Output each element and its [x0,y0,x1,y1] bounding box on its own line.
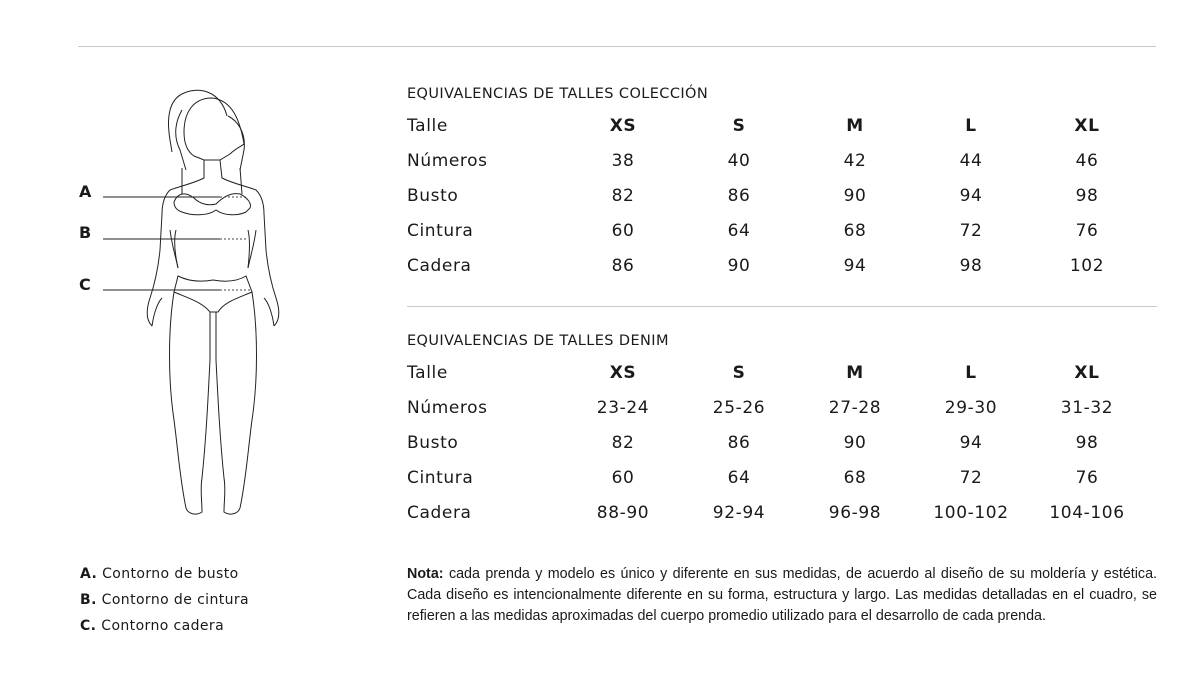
header-cell: S [732,115,746,136]
table-cell: 72 [959,220,983,241]
table-row [407,390,1145,425]
row-label: Busto [407,185,459,206]
marker-c-label: C [79,275,91,294]
table-cell: 46 [1075,150,1099,171]
top-divider [78,46,1156,47]
legend-key: A. [80,566,98,582]
table-cell: 98 [1075,432,1099,453]
legend-key: B. [80,592,97,608]
legend-key: C. [80,618,97,634]
header-cell: S [732,362,746,383]
header-cell: M [846,115,864,136]
table-cell: 68 [843,467,867,488]
header-cell: XS [609,362,637,383]
table-divider [407,306,1157,307]
table-cell: 23-24 [596,397,650,418]
table-cell: 82 [611,185,635,206]
table-row [407,213,1145,248]
header-cell: XS [609,115,637,136]
table-cell: 86 [727,185,751,206]
table-header-row [407,355,1145,390]
legend-text: Contorno de busto [102,566,239,582]
marker-b-label: B [79,223,92,242]
table-cell: 86 [611,255,635,276]
row-label: Números [407,397,488,418]
figure-underwear [174,276,252,312]
header-cell: M [846,362,864,383]
table-cell: 90 [843,185,867,206]
table-row [407,460,1145,495]
table-row [407,495,1145,530]
table-header-row [407,108,1145,143]
body-measurement-figure [70,80,330,530]
collection-table-title: EQUIVALENCIAS DE TALLES COLECCIÓN [407,86,709,102]
denim-table-title: EQUIVALENCIAS DE TALLES DENIM [407,333,669,349]
note-lead: Nota: [407,566,444,582]
table-cell: 64 [727,220,751,241]
table-cell: 98 [959,255,983,276]
table-cell: 60 [611,467,635,488]
table-cell: 88-90 [596,502,650,523]
table-cell: 40 [727,150,751,171]
table-cell: 90 [843,432,867,453]
table-cell: 25-26 [712,397,766,418]
denim-size-table-block [407,333,1167,530]
legend-text: Contorno de cintura [101,592,250,608]
header-cell: L [965,362,977,383]
table-cell: 94 [959,432,983,453]
table-cell: 64 [727,467,751,488]
table-cell: 102 [1069,255,1105,276]
measurement-legend [80,563,249,641]
row-label: Busto [407,432,459,453]
size-note [407,564,1157,627]
table-cell: 104-106 [1049,502,1125,523]
table-cell: 68 [843,220,867,241]
table-cell: 31-32 [1060,397,1114,418]
figure-head [184,98,244,160]
row-label: Cadera [407,502,472,523]
table-cell: 27-28 [828,397,882,418]
legend-item [80,589,249,615]
header-cell: XL [1074,362,1100,383]
table-cell: 29-30 [944,397,998,418]
table-cell: 76 [1075,220,1099,241]
legend-item [80,563,249,589]
table-row [407,425,1145,460]
row-label: Cintura [407,220,474,241]
table-cell: 98 [1075,185,1099,206]
table-cell: 44 [959,150,983,171]
denim-size-table [407,355,1145,530]
row-label: Cadera [407,255,472,276]
table-cell: 82 [611,432,635,453]
table-cell: 94 [843,255,867,276]
table-row [407,248,1145,283]
note-text: cada prenda y modelo es único y diferente en sus medidas, de acuerdo al diseño de su moldería y estética. Cada diseño es intencionalmente diferente en su forma, estructura y largo. Las medidas detalladas en el cuadro, se refieren a las medidas aproximadas del cuerpo promedio utilizado para el desarrollo de cada prenda. [407,566,1157,624]
header-cell: Talle [407,115,448,136]
table-cell: 60 [611,220,635,241]
table-cell: 90 [727,255,751,276]
table-row [407,178,1145,213]
table-cell: 86 [727,432,751,453]
row-label: Números [407,150,488,171]
table-cell: 42 [843,150,867,171]
table-cell: 76 [1075,467,1099,488]
collection-size-table [407,108,1145,283]
table-row [407,143,1145,178]
table-cell: 96-98 [828,502,882,523]
table-cell: 72 [959,467,983,488]
collection-size-table-block [407,86,1167,283]
header-cell: L [965,115,977,136]
row-label: Cintura [407,467,474,488]
table-cell: 38 [611,150,635,171]
table-cell: 94 [959,185,983,206]
table-cell: 92-94 [712,502,766,523]
header-cell: Talle [407,362,448,383]
legend-item [80,615,249,641]
header-cell: XL [1074,115,1100,136]
legend-text: Contorno cadera [101,618,225,634]
table-cell: 100-102 [933,502,1009,523]
marker-a-label: A [79,182,92,201]
